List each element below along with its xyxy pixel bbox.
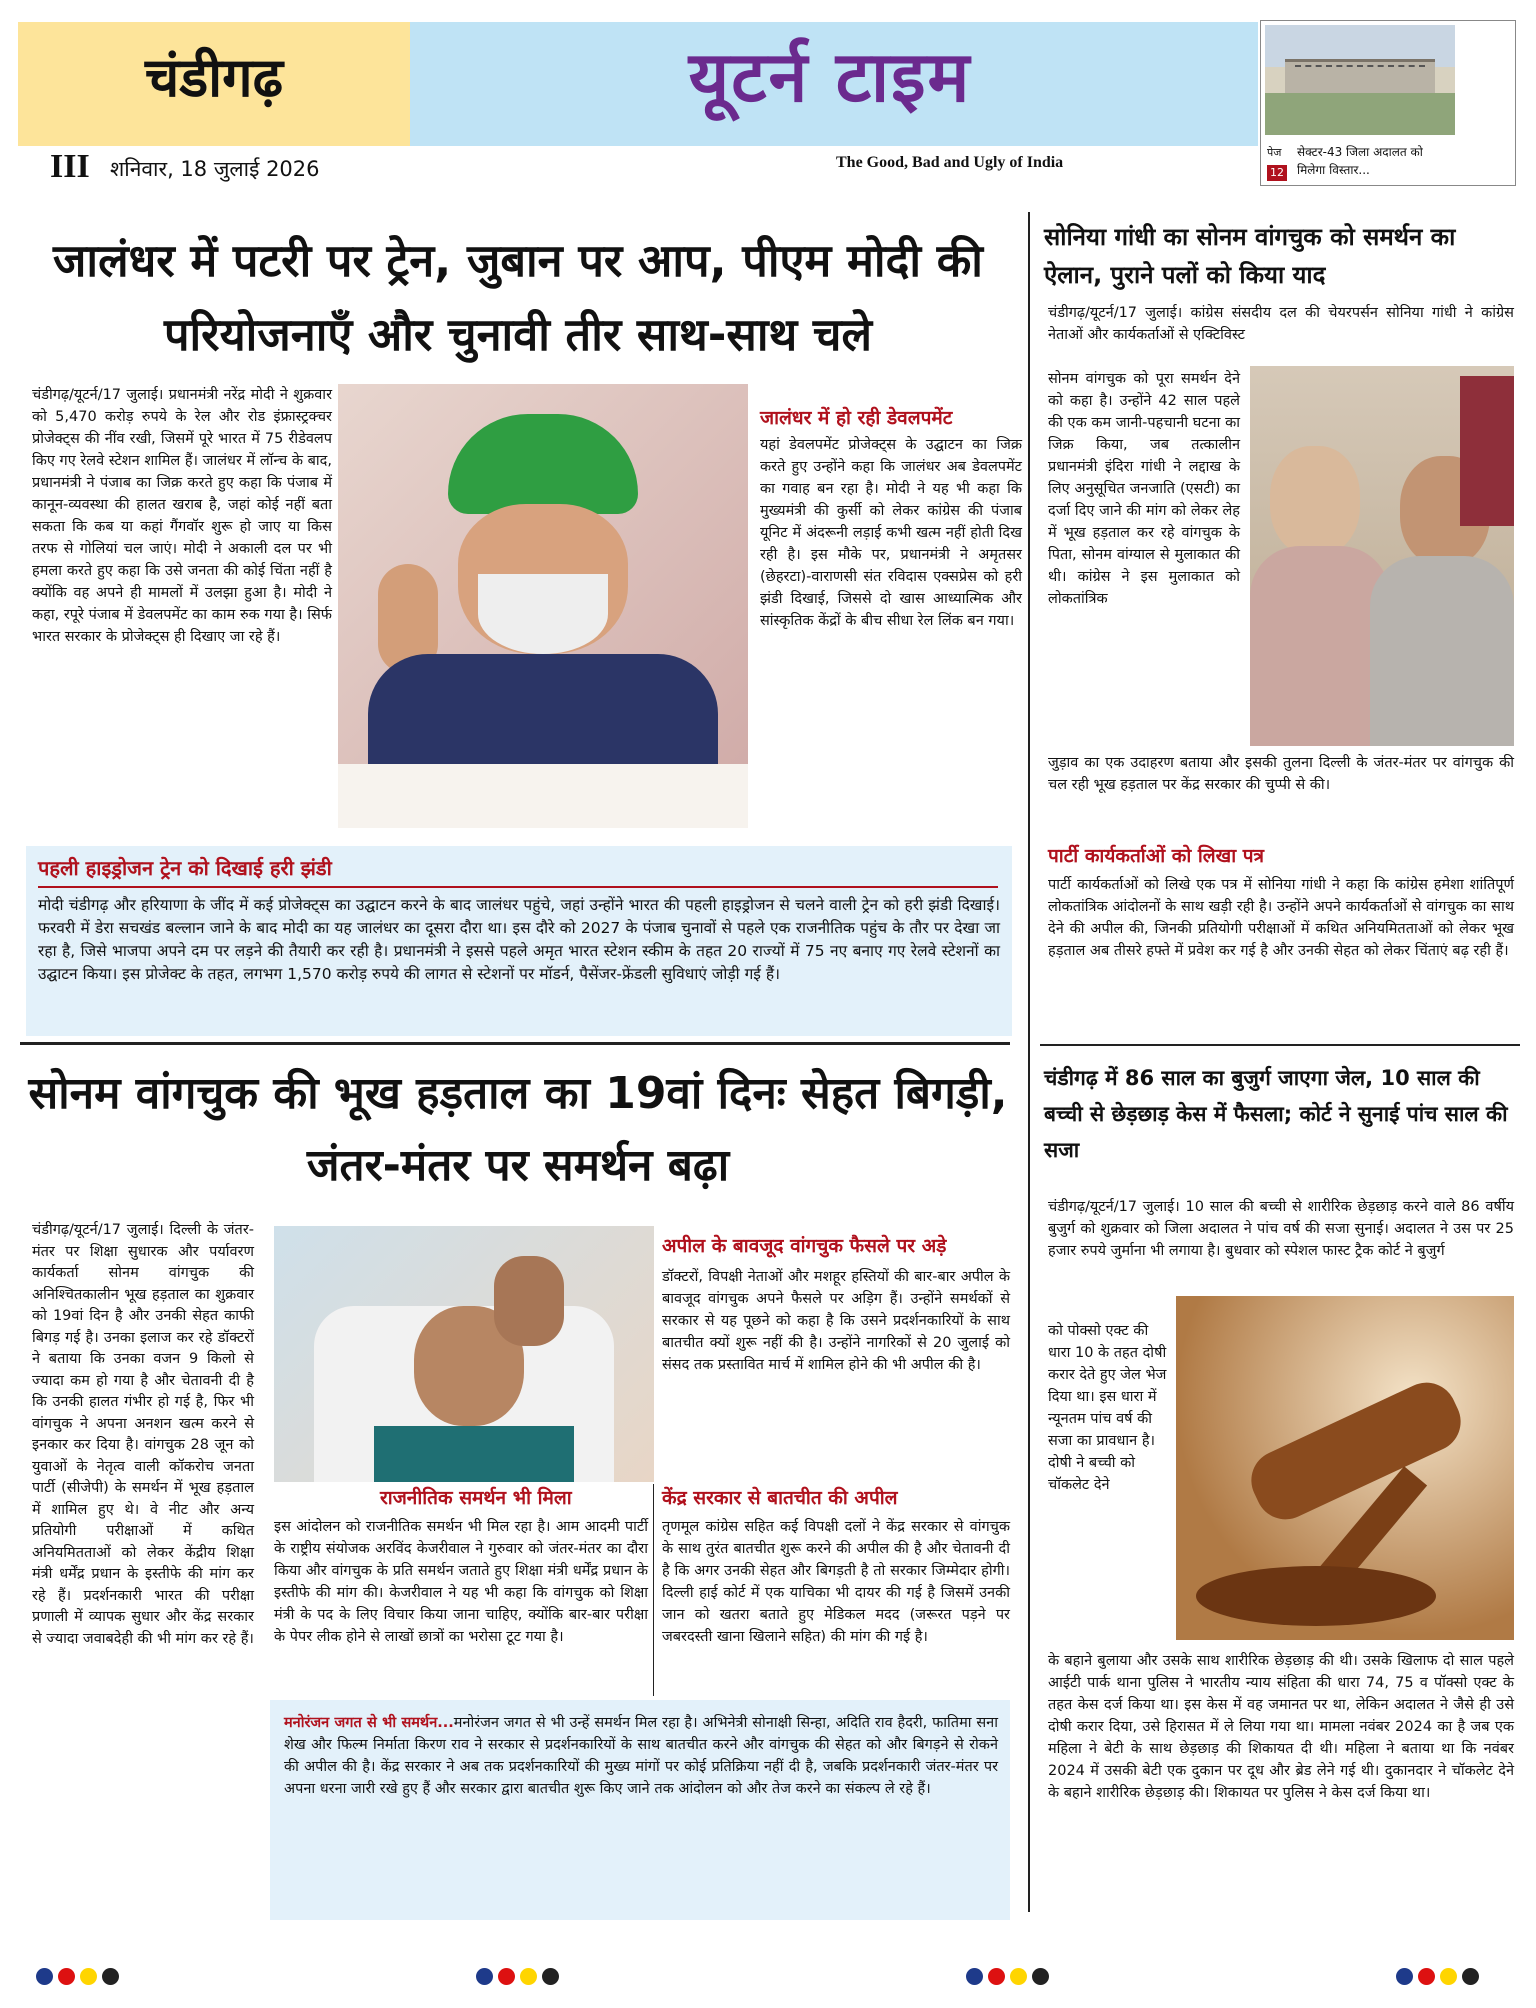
teaser-page-label: पेज	[1267, 146, 1282, 159]
story2-politics-head: राजनीतिक समर्थन भी मिला	[380, 1487, 572, 1509]
story2-talks-body: तृणमूल कांग्रेस सहित कई विपक्षी दलों ने केंद्र सरकार से वांगचुक के साथ तुरंत बातचीत शुरू करने की अपील की है और चेतावनी दी है कि अगर उनकी सेहत और बिगड़ती है तो सरकार जिम्मेदार होगी। दिल्ली हाई कोर्ट में एक याचिका भी दायर की गई है जिसमें उनकी जान को खतरा बताते हुए मेडिकल मदद (जरूरत पड़ने पर जबरदस्ती खाना खिलाने सहित) की मांग की गई है।	[662, 1519, 1010, 1645]
teaser-photo	[1265, 25, 1455, 135]
issue-date: शनिवार, 18 जुलाई 2026	[110, 157, 320, 181]
story3-letter-head: पार्टी कार्यकर्ताओं को लिखा पत्र	[1048, 845, 1265, 867]
hydrogen-box-head: पहली हाइड्रोजन ट्रेन को दिखाई हरी झंडी	[38, 856, 332, 880]
tagline: The Good, Bad and Ugly of India	[836, 154, 1064, 171]
sonia-photo	[1250, 366, 1514, 746]
gavel-photo	[1176, 1296, 1514, 1640]
hydrogen-box-body: मोदी चंडीगढ़ और हरियाणा के जींद में कई प्रोजेक्ट्स का उद्घाटन करने के बाद जालंधर पहुंचे, जहां उन्होंने भारत की पहली हाइड्रोजन से चलने वाली ट्रेन को हरी झंडी दिखाई। फरवरी में डेरा सचखंड बल्लान जाने के बाद मोदी का यह जालंधर का दूसरा दौरा था। इस दौरे को 2027 के पंजाब चुनावों से पहले एक राजनीतिक पहुंच के तौर पर देखा जा रहा है, जिसे भाजपा अपने दम पर लड़ने की तैयारी कर रही है। प्रधानमंत्री ने इससे पहले अमृत भारत स्टेशन स्कीम के तहत 20 राज्यों में 75 नए बनाए गए रेलवे स्टेशनों का उद्घाटन किया। इस प्रोजेक्ट के तहत, लगभग 1,570 करोड़ रुपये की लागत से स्टेशनों पर मॉडर्न, पैसेंजर-फ्रेंडली सुविधाएं जोड़ी गई हैं।	[38, 896, 1000, 983]
modi-photo	[338, 384, 748, 828]
entertainment-lead: मनोरंजन जगत से भी समर्थन...	[284, 1715, 454, 1731]
story3-after: जुड़ाव का एक उदाहरण बताया और इसकी तुलना दिल्ली के जंतर-मंतर पर वांगचुक की चल रही भूख हड़ताल पर केंद्र सरकार की चुप्पी से की।	[1048, 755, 1514, 793]
story2-headline[interactable]: सोनम वांगचुक की भूख हड़ताल का 19वां दिनः सेहत बिगड़ी, जंतर-मंतर पर समर्थन बढ़ा	[28, 1068, 1008, 1191]
story2-appeal-body: डॉक्टरों, विपक्षी नेताओं और मशहूर हस्तियों की बार-बार अपील के बावजूद वांगचुक अपने फैसले पर अड़िग हैं। उन्होंने समर्थकों से सरकार से यह पूछने को कहा है कि उसने प्रदर्शनकारियों के साथ बातचीत क्यों शुरू नहीं की है। उन्होंने नागरिकों से 20 जुलाई को संसद तक प्रस्तावित मार्च में शामिल होने की भी अपील की है।	[662, 1269, 1010, 1373]
story1-headline[interactable]: जालंधर में पटरी पर ट्रेन, जुबान पर आप, पीएम मोदी की परियोजनाएँ और चुनावी तीर साथ-साथ चले	[53, 234, 983, 361]
teaser-box[interactable]	[1260, 20, 1516, 186]
story2-body-left: चंडीगढ़/यूटर्न/17 जुलाई। दिल्ली के जंतर-मंतर पर शिक्षा सुधारक और पर्यावरण कार्यकर्ता सोनम वांगचुक की अनिश्चितकालीन भूख हड़ताल का शुक्रवार को 19वां दिन है और उनकी सेहत काफी बिगड़ गई है। उनका इलाज कर रहे डॉक्टरों ने बताया कि उनका वजन 9 किलो से ज्यादा कम हो गया है और चेतावनी दी है कि उनकी हालत गंभीर हो गई है, फिर भी वांगचुक ने अपना अनशन खत्म करने से इनकार कर दिया है। वांगचुक 28 जून को युवाओं के नेतृत्व वाली कॉकरोच जनता पार्टी (सीजेपी) के समर्थन में भूख हड़ताल में शामिल हुए थे। वे नीट और अन्य प्रतियोगी परीक्षाओं में कथित अनियमितताओं को लेकर केंद्रीय शिक्षा मंत्री धर्मेंद्र प्रधान के इस्तीफे की मांग कर रहे हैं। प्रदर्शनकारी भारत की परीक्षा प्रणाली में व्यापक सुधार और केंद्र सरकार से ज्यादा जवाबदेही की भी मांग कर रहे हैं।	[32, 1222, 254, 1647]
registration-dots	[966, 1968, 1054, 1989]
story4-headline[interactable]: चंडीगढ़ में 86 साल का बुजुर्ग जाएगा जेल, 10 साल की बच्ची से छेड़छाड़ केस में फैसला; कोर्ट ने सुनाई पांच साल की सजा	[1044, 1066, 1508, 1162]
right-section-rule	[1040, 1044, 1520, 1046]
entertainment-box	[270, 1700, 1010, 1920]
story2-politics-body: इस आंदोलन को राजनीतिक समर्थन भी मिल रहा है। आम आदमी पार्टी के राष्ट्रीय संयोजक अरविंद केजरीवाल ने गुरुवार को जंतर-मंतर का दौरा किया और वांगचुक के प्रति समर्थन जताते हुए शिक्षा मंत्री धर्मेंद्र प्रधान के इस्तीफे की मांग की। केजरीवाल ने यह भी कहा कि वांगचुक को शिक्षा मंत्री के पद के लिए विचार किया जाना चाहिए, क्योंकि बार-बार परीक्षा के पेपर लीक होने से लाखों छात्रों का भरोसा टूट गया है।	[274, 1519, 648, 1645]
hydrogen-box-underline	[38, 886, 998, 888]
hydrogen-box	[26, 846, 1012, 1036]
registration-dots	[36, 1968, 124, 1989]
story4-after: के बहाने बुलाया और उसके साथ शारीरिक छेड़छाड़ की थी। उसके खिलाफ दो साल पहले आईटी पार्क थाना पुलिस ने भारतीय न्याय संहिता की धारा 74, 75 व पॉक्सो एक्ट के तहत केस दर्ज किया था। इस केस में वह जमानत पर था, लेकिन अदालत ने जैसे ही उसे दोषी करार दिया, उसे हिरासत में ले लिया गया था। मामला नवंबर 2024 का है जब एक महिला ने बेटी के साथ छेड़छाड़ की शिकायत दी थी। महिला ने बताया था कि नवंबर 2024 में उसकी बेटी एक दुकान पर दूध और ब्रेड लेने गई थी। दुकानदार ने चॉकलेट देने के बहाने शारीरिक छेड़छाड़ की। शिकायत पर पुलिस ने केस दर्ज किया था।	[1048, 1653, 1514, 1801]
registration-dots	[1396, 1968, 1484, 1989]
entertainment-box-text	[284, 1712, 998, 1800]
story3-intro: चंडीगढ़/यूटर्न/17 जुलाई। कांग्रेस संसदीय दल की चेयरपर्सन सोनिया गांधी ने कांग्रेस नेताओं और कार्यकर्ताओं से एक्टिविस्ट	[1048, 305, 1514, 343]
teaser-page-number: 12	[1267, 165, 1287, 181]
entertainment-body: मनोरंजन जगत से भी उन्हें समर्थन मिल रहा है। अभिनेत्री सोनाक्षी सिन्हा, अदिति राव हैदरी, फातिमा सना शेख और फिल्म निर्माता किरण राव ने सरकार से प्रदर्शनकारियों के साथ बातचीत करने और वांगचुक की सेहत को और बिगड़ने से रोकने की अपील की है। केंद्र सरकार ने अब तक प्रदर्शनकारियों की मुख्य मांगों पर कोई प्रतिक्रिया नहीं दी है, जबकि प्रदर्शनकारी जंतर-मंतर पर अपना धरना जारी रखे हुए हैं और सरकार द्वारा बातचीत शुरू किए जाने तक आंदोलन को और तेज करने का संकल्प ले रहे हैं।	[284, 1715, 998, 1797]
teaser-text: सेक्टर-43 जिला अदालत को मिलेगा विस्तार...	[1297, 145, 1423, 177]
paper-name: यूटर्न टाइम	[688, 36, 972, 118]
column-rule	[1028, 212, 1030, 1912]
story1-side-body: यहां डेवलपमेंट प्रोजेक्ट्स के उद्घाटन का जिक्र करते हुए उन्होंने कहा कि जालंधर अब डेवलपमेंट का गवाह बन रहा है। मोदी ने यह भी कहा कि मुख्यमंत्री की कुर्सी को लेकर कांग्रेस की पंजाब यूनिट में अंदरूनी लड़ाई कभी खत्म नहीं होती दिख रही है। इस मौके पर, प्रधानमंत्री ने अमृतसर (छेहरटा)-वाराणसी संत रविदास एक्सप्रेस को हरी झंडी दिखाई, जिससे दो खास आध्यात्मिक और सांस्कृतिक केंद्रों के बीच सीधा रेल लिंक बन गया।	[760, 437, 1022, 629]
story1-side-head: जालंधर में हो रही डेवलपमेंट	[760, 407, 953, 429]
story1-body-left: चंडीगढ़/यूटर्न/17 जुलाई। प्रधानमंत्री नरेंद्र मोदी ने शुक्रवार को 5,470 करोड़ रुपये के रेल और रोड इंफ्रास्ट्रक्चर प्रोजेक्ट्स की नींव रखी, जिसमें पूरे भारत में 75 रीडेवलप किए गए रेलवे स्टेशन शामिल हैं। जालंधर में लॉन्च के बाद, प्रधानमंत्री ने पंजाब का जिक्र करते हुए कहा कि पंजाब में कानून-व्यवस्था की हालत खराब है, जहां कोई नहीं बता सकता कि कब या कहां गैंगवॉर शुरू हो जाए या किस तरफ से गोलियां चल जाएं। मोदी ने अकाली दल पर भी हमला करते हुए कहा कि उसे जनता की कोई चिंता नहीं है क्योंकि वह अपने ही मामलों में उलझा हुआ है। मोदी ने कहा, रपूरे पंजाब में डेवलपमेंट का काम रुक गया है। सिर्फ भारत सरकार के प्रोजेक्ट्स ही दिखाए जा रहे हैं।	[32, 387, 332, 645]
story2-talks-head: केंद्र सरकार से बातचीत की अपील	[662, 1487, 898, 1509]
story3-narrow: सोनम वांगचुक को पूरा समर्थन देने को कहा है। उन्होंने 42 साल पहले की एक कम जानी-पहचानी घटना का जिक्र किया, जब तत्कालीन प्रधानमंत्री इंदिरा गांधी ने लद्दाख के लिए अनुसूचित जनजाति (एसटी) का दर्जा दिए जाने की मांग को लेकर लेह में भूख हड़ताल कर रहे वांगचुक के पिता, सोनम वांग्याल से मुलाकात की थी। कांग्रेस ने इस मुलाकात को लोकतांत्रिक	[1048, 371, 1240, 607]
registration-dots	[476, 1968, 564, 1989]
section-rule	[20, 1042, 1010, 1045]
story3-letter-body: पार्टी कार्यकर्ताओं को लिखे एक पत्र में सोनिया गांधी ने कहा कि कांग्रेस हमेशा शांतिपूर्ण लोकतांत्रिक आंदोलनों के साथ खड़ी रही है। उन्होंने अपने कार्यकर्ताओं से वांगचुक का साथ देने की अपील की, जिनकी प्रतियोगी परीक्षाओं में कथित अनियमितताओं को लेकर भूख हड़ताल अब तीसरे हफ्ते में प्रवेश कर गई है और उनकी सेहत को लेकर चिंताएं बढ़ रही हैं।	[1048, 877, 1514, 959]
city-name: चंडीगढ़	[145, 46, 283, 109]
story2-appeal-head: अपील के बावजूद वांगचुक फैसले पर अड़े	[662, 1235, 947, 1257]
masthead	[18, 22, 1258, 146]
story3-headline[interactable]: सोनिया गांधी का सोनम वांगचुक को समर्थन का ऐलान, पुराने पलों को किया याद	[1044, 223, 1456, 289]
story4-intro: चंडीगढ़/यूटर्न/17 जुलाई। 10 साल की बच्ची से शारीरिक छेड़छाड़ करने वाले 86 वर्षीय बुजुर्ग को शुक्रवार को जिला अदालत ने पांच वर्ष की सजा सुनाई। अदालत ने उस पर 25 हजार रुपये जुर्माना भी लगाया है। बुधवार को स्पेशल फास्ट ट्रैक कोर्ट ने बुजुर्ग	[1048, 1199, 1514, 1259]
page-number-roman: III	[50, 148, 90, 185]
story4-narrow: को पोक्सो एक्ट की धारा 10 के तहत दोषी करार देते हुए जेल भेज दिया था। इस धारा में न्यूनतम पांच वर्ष की सजा का प्रावधान है। दोषी ने बच्ची को चॉकलेट देने	[1048, 1323, 1167, 1493]
inner-column-rule	[653, 1484, 654, 1696]
wangchuk-photo	[274, 1226, 654, 1482]
